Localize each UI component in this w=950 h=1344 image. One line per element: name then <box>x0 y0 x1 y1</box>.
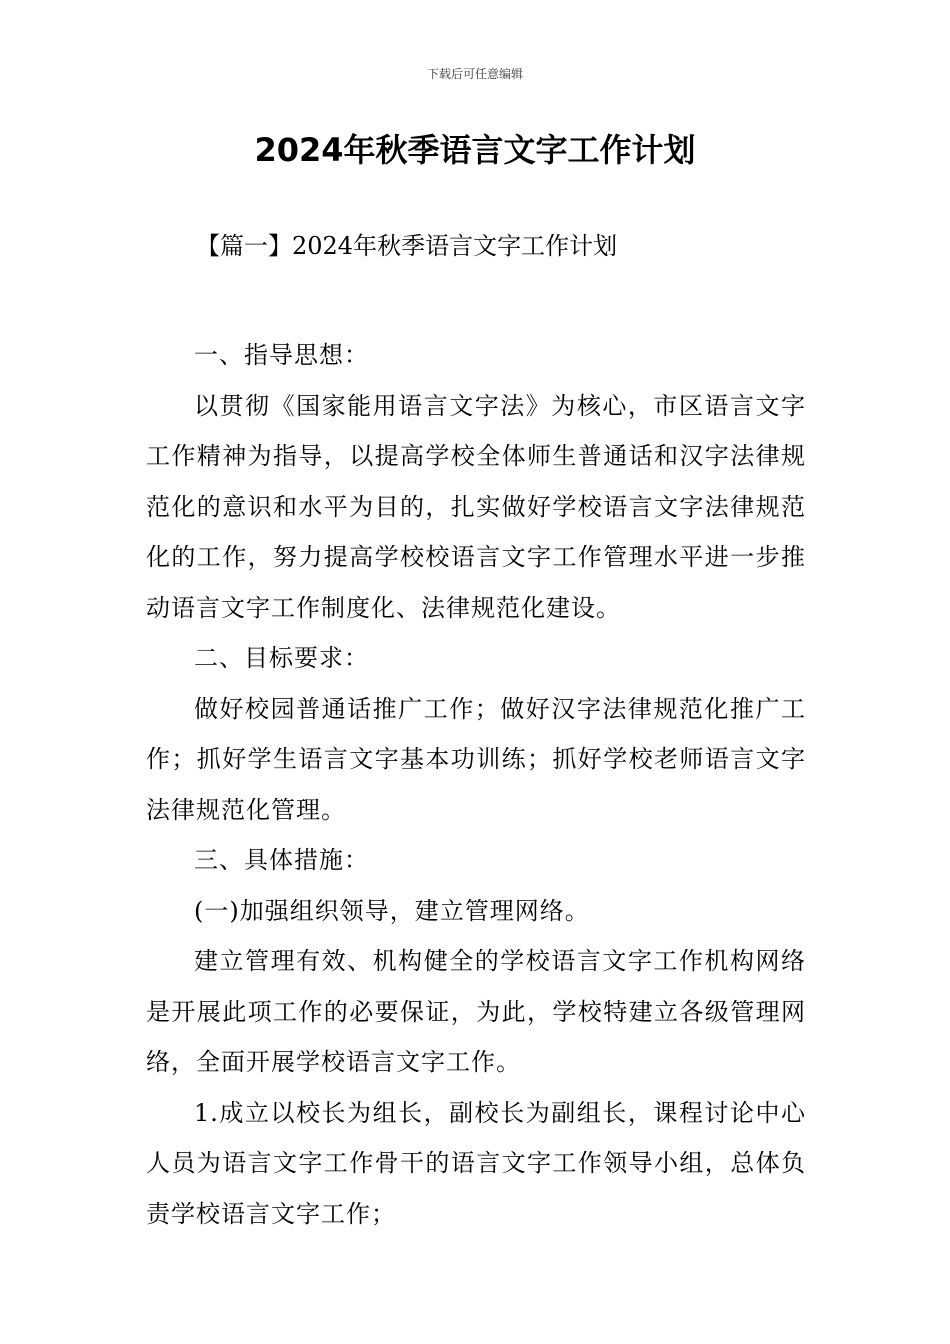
section-heading-goals: 二、目标要求： <box>194 644 369 672</box>
list-item-leadership-group: 1.成立以校长为组长，副校长为副组长，课程讨论中心人员为语言文字工作骨干的语言文字工作领导小组，总体负责学校语言文字工作； <box>146 1098 806 1228</box>
paragraph-organization: 建立管理有效、机构健全的学校语言文字工作机构网络是开展此项工作的必要保证，为此，学校特建立各级管理网络，全面开展学校语言文字工作。 <box>146 947 806 1076</box>
subheading-organization: (一)加强组织领导，建立管理网络。 <box>194 896 590 925</box>
paragraph-guiding-ideology: 以贯彻《国家能用语言文字法》为核心，市区语言文字工作精神为指导，以提高学校全体师生普通话和汉字法律规范化的意识和水平为目的，扎实做好学校语言文字法律规范化的工作，努力提高学校校语言文字工作管理水平进一步推动语言文字工作制度化、法律规范化建设。 <box>146 391 806 622</box>
header-note: 下载后可任意编辑 <box>426 67 523 81</box>
document-subtitle: 【篇一】2024年秋季语言文字工作计划 <box>196 232 618 260</box>
document-title: 2024年秋季语言文字工作计划 <box>254 131 696 169</box>
paragraph-goals: 做好校园普通话推广工作；做好汉字法律规范化推广工作；抓好学生语言文字基本功训练；抓好学校老师语言文字法律规范化管理。 <box>146 694 806 824</box>
section-heading-guiding-ideology: 一、指导思想： <box>194 341 369 369</box>
document-body <box>146 330 806 1239</box>
section-heading-measures: 三、具体措施： <box>194 846 369 874</box>
